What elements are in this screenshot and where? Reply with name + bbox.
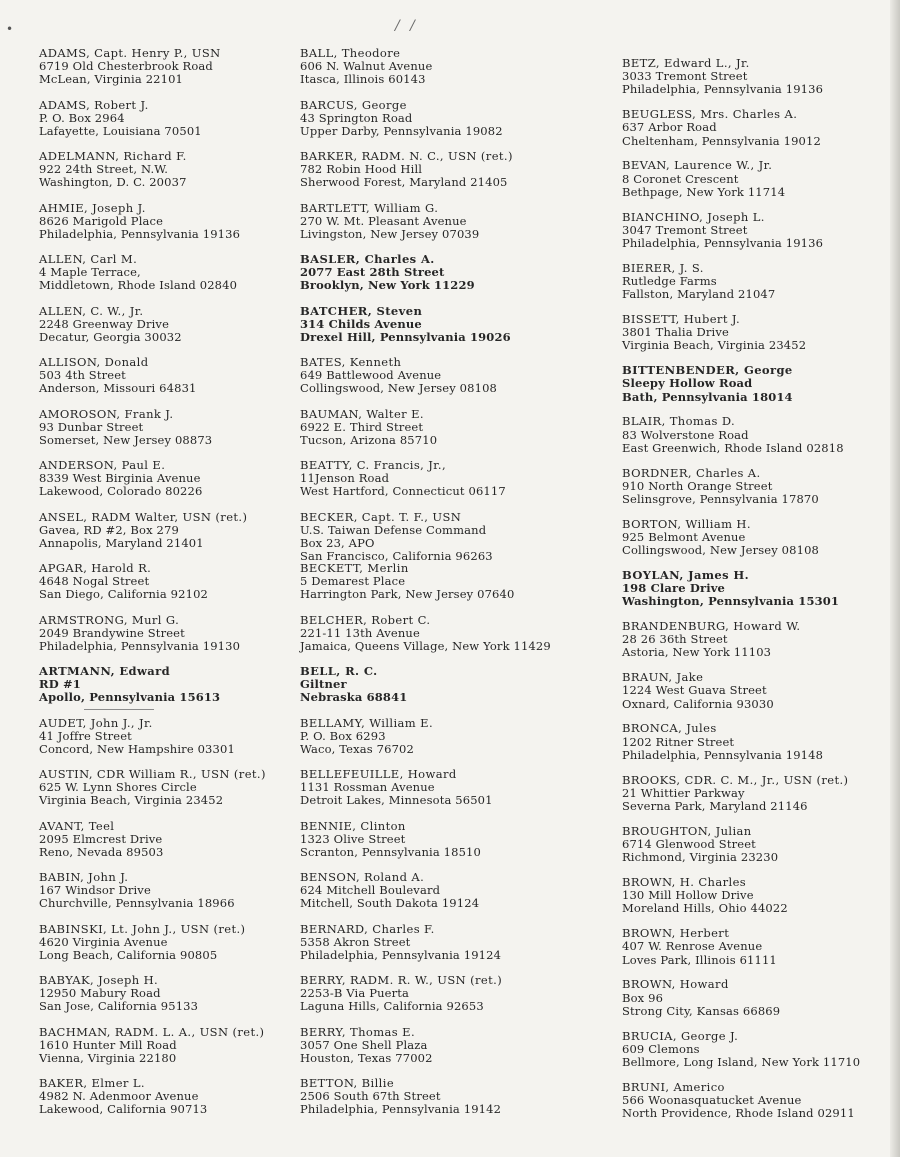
entry-address-line: Severna Park, Maryland 21146 [622,799,808,814]
directory-entry [622,364,892,415]
entry-address-line: Lafayette, Louisiana 70501 [39,123,202,138]
entry-address-line: Philadelphia, Pennsylvania 19130 [39,638,241,653]
entry-name: BERRY, Thomas E. [300,1024,415,1039]
entry-address-line: 8 Coronet Crescent [622,171,739,186]
directory-entry [300,562,620,614]
entry-address-line: 198 Clare Drive [622,581,726,596]
entry-address-line: Philadelphia, Pennsylvania 19124 [300,947,502,962]
directory-entry [300,305,620,357]
entry-address-line: Moreland Hills, Ohio 44022 [622,901,788,916]
entry-name: BIERER, J. S. [622,260,704,275]
entry-name: BABIN, John J. [39,870,129,884]
directory-entry [622,671,892,722]
directory-entry [39,665,294,717]
entry-address-line: 2506 South 67th Street [300,1089,441,1104]
entry-address-line: Jamaica, Queens Village, New York 11429 [300,638,551,653]
entry-address-line: San Francisco, California 96263 [300,549,493,564]
directory-entry [39,202,294,254]
entry-address-line: Vienna, Virginia 22180 [39,1050,177,1065]
directory-entry [622,262,892,313]
entry-address-line: 6719 Old Chesterbrook Road [39,59,213,74]
entry-name: ANDERSON, Paul E. [39,458,166,472]
entry-address-line: 1610 Hunter Mill Road [39,1037,177,1052]
entry-address-line: Richmond, Virginia 23230 [622,850,779,865]
directory-entry [39,408,294,460]
entry-address-line: Oxnard, California 93030 [622,696,774,711]
entry-address-line: Concord, New Hampshire 03301 [39,741,235,756]
entry-address-line: 41 Joffre Street [39,728,132,743]
entry-address-line: 167 Windsor Drive [39,883,151,898]
entry-address-line: Bellmore, Long Island, New York 11710 [622,1054,861,1069]
directory-entry [39,820,294,872]
entry-address-line: 11Jenson Road [300,471,390,486]
entry-address-line: 566 Woonasquatucket Avenue [622,1092,802,1107]
entry-address-line: 43 Springton Road [300,110,413,125]
entry-address-line: 6714 Glenwood Street [622,837,756,852]
entry-address-line: Apollo, Pennsylvania 15613 [39,690,221,705]
directory-entry [39,253,294,305]
entry-address-line: 606 N. Walnut Avenue [300,59,433,74]
entry-address-line: East Greenwich, Rhode Island 02818 [622,440,844,455]
entry-address-line: Bethpage, New York 11714 [622,184,786,199]
entry-name: BACHMAN, RADM. L. A., USN (ret.) [39,1024,265,1039]
entry-name: ADELMANN, Richard F. [39,149,187,163]
entry-name: BRONCA, Jules [622,721,717,736]
entry-name: ARMSTRONG, Murl G. [39,612,180,627]
entry-address-line: Middletown, Rhode Island 02840 [39,278,238,293]
entry-name: BETZ, Edward L., Jr. [622,56,750,70]
entry-address-line: Houston, Texas 77002 [300,1050,433,1065]
directory-entry [300,253,620,305]
entry-name: BARTLETT, William G. [300,200,439,215]
entry-address-line: Virginia Beach, Virginia 23452 [622,338,807,353]
entry-address-line: 3047 Tremont Street [622,222,748,237]
directory-entry [39,305,294,357]
entry-address-line: North Providence, Rhode Island 02911 [622,1106,855,1121]
entry-name: BAUMAN, Walter E. [300,406,424,421]
directory-entry [622,722,892,773]
entry-name: BROWN, H. Charles [622,875,747,889]
entry-address-line: Strong City, Kansas 66869 [622,1003,781,1018]
entry-address-line: Philadelphia, Pennsylvania 19148 [622,747,824,762]
directory-entry [300,99,620,151]
directory-entry [300,150,620,202]
entry-name: AHMIE, Joseph J. [39,200,146,215]
entry-address-line: Virginia Beach, Virginia 23452 [39,793,224,808]
entry-name: BERNARD, Charles F. [300,921,435,936]
directory-entry [300,1026,620,1078]
entry-address-line: 782 Robin Hood Hill [300,162,423,177]
entry-address-line: 1131 Rossman Avenue [300,780,435,795]
directory-entry [300,511,620,563]
entry-address-line: Washington, Pennsylvania 15301 [622,594,840,609]
entry-address-line: Reno, Nevada 89503 [39,844,164,859]
entry-address-line: Livingston, New Jersey 07039 [300,226,480,241]
entry-name: BETTON, Billie [300,1076,395,1090]
entry-name: ALLEN, Carl M. [39,252,138,266]
entry-address-line: 609 Clemons [622,1041,700,1056]
directory-entry [622,159,892,210]
directory-entry [39,99,294,151]
directory-entry [300,665,620,717]
entry-address-line: Itasca, Illinois 60143 [300,72,426,87]
entry-address-line: RD #1 [39,677,81,692]
entry-address-line: Bath, Pennsylvania 18014 [622,389,793,404]
entry-address-line: 5 Demarest Place [300,574,406,589]
entry-address-line: Sherwood Forest, Maryland 21405 [300,175,508,190]
entry-name: AMOROSON, Frank J. [39,406,174,421]
entry-name: BELL, R. C. [300,664,378,678]
entry-address-line: 130 Mill Hollow Drive [622,888,754,903]
entry-address-line: Collingswood, New Jersey 08108 [622,543,820,558]
entry-name: BABINSKI, Lt. John J., USN (ret.) [39,921,246,936]
entry-address-line: Gavea, RD #2, Box 279 [39,522,179,537]
divider-rule [84,709,154,710]
entry-address-line: 2095 Elmcrest Drive [39,831,163,846]
directory-entry [622,569,892,620]
page-mark: / / [395,18,418,34]
directory-entry [622,1081,892,1132]
entry-address-line: Box 23, APO [300,535,375,550]
entry-address-line: 3057 One Shell Plaza [300,1037,428,1052]
directory-entry [300,202,620,254]
entry-name: AUDET, John J., Jr. [39,715,153,730]
entry-address-line: San Jose, California 95133 [39,999,199,1014]
entry-address-line: Upper Darby, Pennsylvania 19082 [300,123,503,138]
entry-address-line: Sleepy Hollow Road [622,376,753,391]
directory-entry [622,57,892,108]
directory-entry [39,871,294,923]
entry-address-line: Nebraska 68841 [300,690,408,705]
directory-entry [622,1030,892,1081]
entry-name: BECKER, Capt. T. F., USN [300,509,462,524]
entry-address-line: 1323 Olive Street [300,831,406,846]
entry-address-line: Tucson, Arizona 85710 [300,432,438,447]
entry-address-line: Philadelphia, Pennsylvania 19142 [300,1102,502,1117]
entry-name: BECKETT, Merlin [300,561,409,575]
entry-address-line: Somerset, New Jersey 08873 [39,432,213,447]
entry-name: BARKER, RADM. N. C., USN (ret.) [300,149,513,163]
entry-name: BROWN, Herbert [622,926,730,941]
entry-name: BROWN, Howard [622,977,729,992]
entry-name: BAKER, Elmer L. [39,1076,145,1090]
entry-address-line: 910 North Orange Street [622,478,773,493]
directory-entry [39,511,294,563]
entry-address-line: Decatur, Georgia 30032 [39,329,182,344]
entry-address-line: 2049 Brandywine Street [39,625,185,640]
entry-address-line: 1202 Ritner Street [622,734,735,749]
directory-entry [622,467,892,518]
entry-name: BASLER, Charles A. [300,252,435,266]
entry-name: BRUCIA, George J. [622,1028,739,1043]
directory-entry [300,717,620,769]
directory-entry [622,620,892,671]
directory-entry [39,768,294,820]
entry-address-line: 925 Belmont Avenue [622,529,746,544]
directory-entry [39,717,294,769]
directory-column-2 [300,47,620,1129]
entry-name: ANSEL, RADM Walter, USN (ret.) [39,509,248,524]
entry-address-line: 314 Childs Avenue [300,316,422,331]
directory-entry [622,774,892,825]
directory-entry [39,974,294,1026]
entry-address-line: 12950 Mabury Road [39,986,161,1001]
entry-address-line: Washington, D. C. 20037 [39,175,187,190]
entry-address-line: Astoria, New York 11103 [622,645,772,660]
directory-entry [300,356,620,408]
entry-address-line: Collingswood, New Jersey 08108 [300,381,498,396]
directory-entry [39,459,294,511]
entry-name: AVANT, Teel [39,818,115,833]
entry-name: APGAR, Harold R. [39,561,152,575]
entry-address-line: Philadelphia, Pennsylvania 19136 [39,226,241,241]
entry-address-line: Waco, Texas 76702 [300,741,414,756]
entry-address-line: 922 24th Street, N.W. [39,162,169,177]
directory-entry [622,108,892,159]
entry-name: BORDNER, Charles A. [622,465,761,480]
entry-name: BROUGHTON, Julian [622,823,752,838]
entry-name: BLAIR, Thomas D. [622,414,736,429]
entry-name: BALL, Theodore [300,46,401,60]
entry-address-line: P. O. Box 2964 [39,110,125,125]
entry-address-line: 407 W. Renrose Avenue [622,939,763,954]
entry-name: BARCUS, George [300,97,407,112]
entry-address-line: Philadelphia, Pennsylvania 19136 [622,235,824,250]
entry-address-line: Harrington Park, New Jersey 07640 [300,587,515,602]
directory-entry [300,820,620,872]
directory-column-3 [622,57,892,1132]
entry-name: BELCHER, Robert C. [300,612,431,627]
entry-name: ALLEN, C. W., Jr. [39,303,144,318]
entry-address-line: Selinsgrove, Pennsylvania 17870 [622,491,819,506]
entry-name: AUSTIN, CDR William R., USN (ret.) [39,767,266,781]
entry-name: BERRY, RADM. R. W., USN (ret.) [300,973,503,987]
entry-name: BOYLAN, James H. [622,567,750,582]
entry-address-line: 649 Battlewood Avenue [300,368,442,383]
entry-address-line: Loves Park, Illinois 61111 [622,952,777,967]
entry-address-line: 3033 Tremont Street [622,69,748,84]
entry-name: BEUGLESS, Mrs. Charles A. [622,107,798,122]
entry-address-line: 270 W. Mt. Pleasant Avenue [300,213,467,228]
entry-address-line: 503 4th Street [39,368,126,383]
entry-address-line: 2077 East 28th Street [300,265,445,280]
entry-name: BORTON, William H. [622,516,751,531]
entry-address-line: P. O. Box 6293 [300,728,386,743]
entry-address-line: Churchville, Pennsylvania 18966 [39,896,235,911]
entry-name: BEVAN, Laurence W., Jr. [622,158,773,173]
entry-name: BABYAK, Joseph H. [39,973,159,987]
entry-address-line: 8626 Marigold Place [39,213,164,228]
page-edge-shadow [890,0,900,1157]
entry-address-line: Philadelphia, Pennsylvania 19136 [622,82,824,97]
entry-name: BATCHER, Steven [300,303,423,318]
entry-name: BELLAMY, William E. [300,715,434,730]
entry-address-line: 4982 N. Adenmoor Avenue [39,1089,199,1104]
entry-name: BITTENBENDER, George [622,363,793,378]
directory-column-1 [39,47,294,1129]
directory-entry [622,876,892,927]
entry-name: BEATTY, C. Francis, Jr., [300,458,447,472]
directory-entry [300,768,620,820]
entry-address-line: 625 W. Lynn Shores Circle [39,780,197,795]
directory-entry [39,47,294,99]
entry-address-line: 2248 Greenway Drive [39,316,170,331]
entry-address-line: McLean, Virginia 22101 [39,72,184,87]
entry-name: BATES, Kenneth [300,355,402,369]
entry-address-line: Box 96 [622,990,664,1005]
entry-address-line: Long Beach, California 90805 [39,947,218,962]
directory-entry [622,825,892,876]
entry-address-line: Rutledge Farms [622,273,717,288]
entry-address-line: San Diego, California 92102 [39,587,209,602]
entry-address-line: Scranton, Pennsylvania 18510 [300,844,481,859]
entry-name: BENSON, Roland A. [300,870,425,884]
entry-address-line: 21 Whittier Parkway [622,785,745,800]
entry-address-line: 637 Arbor Road [622,120,717,135]
entry-address-line: Anderson, Missouri 64831 [39,381,197,396]
directory-entry [300,47,620,99]
entry-address-line: 3801 Thalia Drive [622,325,729,340]
directory-entry [300,1077,620,1129]
entry-address-line: Lakewood, Colorado 80226 [39,484,203,499]
directory-entry [622,518,892,569]
directory-entry [300,459,620,511]
entry-address-line: Fallston, Maryland 21047 [622,287,776,302]
entry-address-line: 2253-B Via Puerta [300,986,410,1001]
entry-name: BRUNI, Americo [622,1079,725,1094]
entry-address-line: Detroit Lakes, Minnesota 56501 [300,793,493,808]
entry-name: BRAUN, Jake [622,670,704,685]
directory-entry [39,1026,294,1078]
directory-entry [300,408,620,460]
entry-address-line: 28 26 36th Street [622,632,728,647]
directory-entry [622,211,892,262]
entry-address-line: 4620 Virginia Avenue [39,934,168,949]
directory-entry [39,150,294,202]
directory-entry [39,923,294,975]
entry-name: BENNIE, Clinton [300,818,406,833]
entry-name: BELLEFEUILLE, Howard [300,767,457,781]
entry-name: BISSETT, Hubert J. [622,311,741,326]
entry-address-line: 5358 Akron Street [300,934,411,949]
entry-address-line: Annapolis, Maryland 21401 [39,535,204,550]
entry-address-line: Laguna Hills, California 92653 [300,999,484,1014]
directory-entry [300,974,620,1026]
entry-address-line: Giltner [300,677,347,692]
directory-entry [622,927,892,978]
directory-entry [39,562,294,614]
directory-entry [300,871,620,923]
entry-address-line: 8339 West Birginia Avenue [39,471,201,486]
entry-name: ADAMS, Capt. Henry P., USN [39,46,221,60]
entry-address-line: 83 Wolverstone Road [622,427,749,442]
entry-address-line: 93 Dunbar Street [39,419,144,434]
entry-name: BIANCHINO, Joseph L. [622,209,765,224]
directory-entry [39,614,294,666]
entry-address-line: Mitchell, South Dakota 19124 [300,896,480,911]
entry-address-line: 6922 E. Third Street [300,419,424,434]
entry-address-line: 221-11 13th Avenue [300,625,420,640]
entry-address-line: Lakewood, California 90713 [39,1102,208,1117]
directory-entry [39,356,294,408]
entry-name: BROOKS, CDR. C. M., Jr., USN (ret.) [622,772,849,787]
entry-address-line: Drexel Hill, Pennsylvania 19026 [300,329,511,344]
entry-address-line: Cheltenham, Pennsylvania 19012 [622,133,821,148]
directory-entry [622,313,892,364]
entry-address-line: Brooklyn, New York 11229 [300,278,475,293]
entry-address-line: 4648 Nogal Street [39,574,150,589]
directory-entry [622,415,892,466]
entry-address-line: 1224 West Guava Street [622,683,767,698]
corner-mark: • [6,22,14,36]
entry-address-line: U.S. Taiwan Defense Command [300,522,487,537]
entry-name: ADAMS, Robert J. [39,97,149,112]
directory-entry [622,978,892,1029]
entry-address-line: 4 Maple Terrace, [39,265,141,280]
directory-entry [300,614,620,666]
entry-name: ALLISON, Donald [39,355,149,369]
entry-name: BRANDENBURG, Howard W. [622,619,801,634]
entry-address-line: West Hartford, Connecticut 06117 [300,484,506,499]
entry-name: ARTMANN, Edward [39,664,171,678]
directory-entry [300,923,620,975]
directory-entry [39,1077,294,1129]
entry-address-line: 624 Mitchell Boulevard [300,883,441,898]
